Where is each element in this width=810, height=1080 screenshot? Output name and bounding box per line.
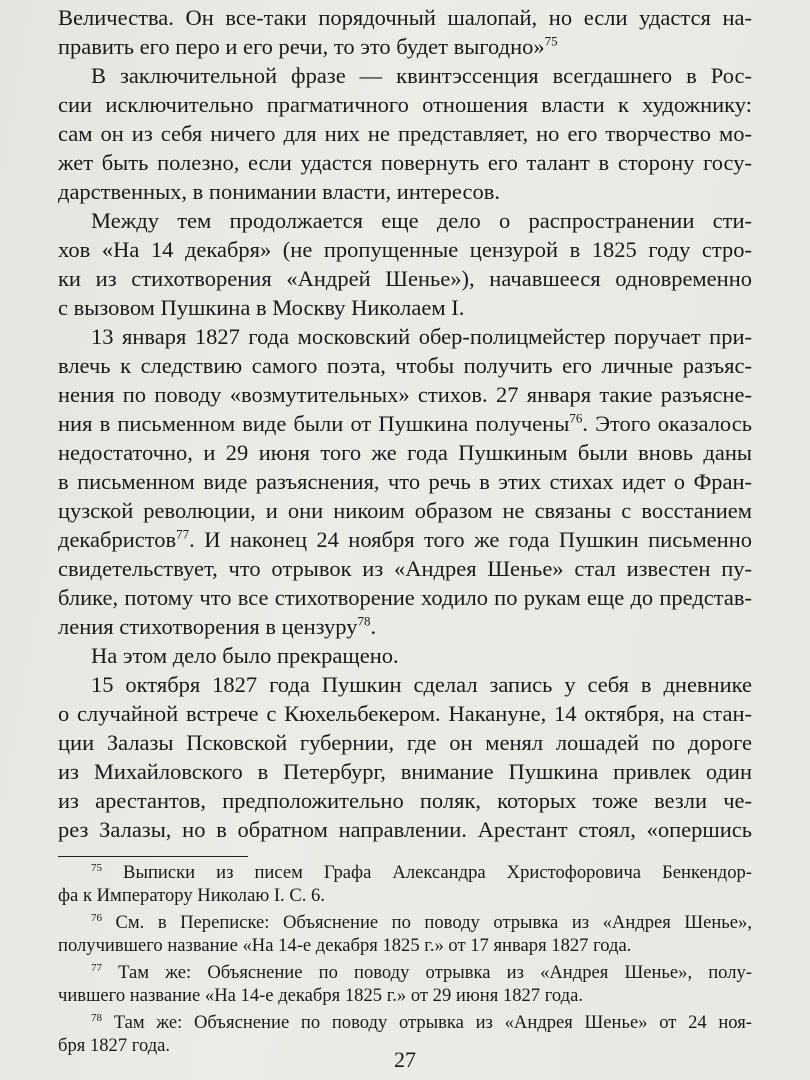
footnote-ref: 77 [176, 526, 190, 542]
line-text: ления стихотворения в цензуру [58, 614, 358, 639]
line-text: ния в письменном виде были от Пушкина получены [58, 411, 570, 436]
text-line [58, 235, 752, 264]
line-text: сии исключительно прагматичного отношения власти к художнику: [58, 92, 752, 117]
line-text: из арестантов, предположительно поляк, которых тоже везли че- [58, 788, 752, 813]
text-line [58, 612, 752, 641]
footnote-text: Выписки из писем Графа Александра Христофоровича Бенкендор- [102, 862, 752, 883]
text-line [58, 438, 752, 467]
footnote-text: бря 1827 года. [58, 1035, 171, 1056]
line-text-tail: . [370, 614, 377, 639]
text-line [58, 177, 752, 206]
line-text: в письменном виде разъяснения, что речь в этих стихах идет о Фран- [58, 469, 752, 494]
footnote-line [58, 1011, 752, 1034]
text-line [58, 351, 752, 380]
text-line [58, 3, 752, 32]
text-line [58, 815, 752, 844]
text-line [58, 728, 752, 757]
footnote [58, 911, 752, 957]
line-text: недостаточно, и 29 июня того же года Пушкиным были вновь даны [58, 440, 752, 465]
text-line [58, 206, 752, 235]
text-line [58, 641, 752, 670]
line-text: править его перо и его речи, то это будет выгодно» [58, 34, 545, 59]
text-line [58, 148, 752, 177]
main-text [58, 0, 752, 844]
text-line [58, 409, 752, 438]
line-text: На этом дело было прекращено. [91, 643, 399, 668]
text-line [58, 61, 752, 90]
line-text: декабристов [58, 527, 177, 552]
line-text: жет быть полезно, если удастся повернуть его талант в сторону госу- [58, 150, 752, 175]
line-text: сам он из себя ничего для них не представляет, но его творчество мо- [58, 121, 752, 146]
footnote-number: 76 [91, 911, 102, 924]
line-text: Величества. Он все-таки порядочный шалопай, но если удастся на- [58, 5, 752, 30]
text-line [58, 90, 752, 119]
footnote-text: фа к Императору Николаю I. С. 6. [58, 885, 325, 906]
footnote-text: Там же: Объяснение по поводу отрывка из «Андрея Шенье», полу- [102, 962, 752, 983]
line-text: нения по поводу «возмутительных» стихов. 27 января такие разъясне- [58, 382, 752, 407]
text-line [58, 699, 752, 728]
footnote-line [58, 984, 752, 1007]
footnote [58, 961, 752, 1007]
footnote-line [58, 884, 752, 907]
footnote-number: 75 [91, 861, 102, 874]
line-text: свидетельствует, что отрывок из «Андрея Шенье» стал известен пу- [58, 556, 752, 581]
line-text: с вызовом Пушкина в Москву Николаем I. [58, 295, 465, 320]
footnote-ref: 75 [544, 33, 558, 49]
footnote-ref: 76 [569, 410, 583, 426]
footnote-text: получившего название «На 14-е декабря 1825 г.» от 17 января 1827 года. [58, 935, 632, 956]
text-line [58, 264, 752, 293]
text-line [58, 496, 752, 525]
text-line [58, 322, 752, 351]
footnote-text: чившего название «На 14-е декабря 1825 г.» от 29 июня 1827 года. [58, 985, 584, 1006]
line-text: рез Залазы, но в обратном направлении. Арестант стоял, «опершись [58, 817, 752, 842]
line-text: ки из стихотворения «Андрей Шенье»), начавшееся одновременно [58, 266, 752, 291]
line-text: хов «На 14 декабря» (не пропущенные цензурой в 1825 году стро- [58, 237, 752, 262]
line-text: Между тем продолжается еще дело о распространении сти- [91, 208, 752, 233]
line-text: о случайной встрече с Кюхельбекером. Накануне, 14 октября, на стан- [58, 701, 752, 726]
text-line [58, 757, 752, 786]
line-text: влечь к следствию самого поэта, чтобы получить его личные разъяс- [58, 353, 752, 378]
footnote-number: 77 [91, 961, 102, 974]
page-number: 27 [394, 1047, 416, 1072]
line-text-tail: . Этого оказалось [582, 411, 752, 436]
text-line [58, 380, 752, 409]
footnote-line [58, 911, 752, 934]
footnote-text: Там же: Объяснение по поводу отрывка из «Андрея Шенье» от 24 ноя- [102, 1012, 752, 1033]
text-line [58, 786, 752, 815]
line-text: цузской революции, и они никоим образом не связаны с восстанием [58, 498, 752, 523]
text-line [58, 119, 752, 148]
footnote-line [58, 934, 752, 957]
line-text: блике, потому что все стихотворение ходило по рукам еще до представ- [58, 585, 752, 610]
line-text-tail: . И наконец 24 ноября того же года Пушкин письменно [189, 527, 752, 552]
line-text: из Михайловского в Петербург, внимание Пушкина привлек один [58, 759, 752, 784]
footnote-text: См. в Переписке: Объяснение по поводу отрывка из «Андрея Шенье», [102, 912, 752, 933]
footnotes [58, 861, 752, 1057]
text-line [58, 32, 752, 61]
footnote [58, 861, 752, 907]
text-line [58, 554, 752, 583]
text-line [58, 467, 752, 496]
line-text: дарственных, в понимании власти, интересов. [58, 179, 500, 204]
line-text: В заключительной фразе — квинтэссенция всегдашнего в Рос- [91, 63, 752, 88]
footnote-separator [58, 856, 248, 857]
text-line [58, 583, 752, 612]
line-text: 13 января 1827 года московский обер-полицмейстер поручает при- [91, 324, 752, 349]
footnote-line [58, 961, 752, 984]
line-text: 15 октября 1827 года Пушкин сделал запись у себя в дневнике [91, 672, 752, 697]
line-text: ции Залазы Псковской губернии, где он менял лошадей по дороге [58, 730, 752, 755]
footnote-number: 78 [91, 1011, 102, 1024]
footnote-ref: 78 [357, 613, 371, 629]
footnote-line [58, 861, 752, 884]
text-line [58, 525, 752, 554]
text-line [58, 293, 752, 322]
text-line [58, 670, 752, 699]
